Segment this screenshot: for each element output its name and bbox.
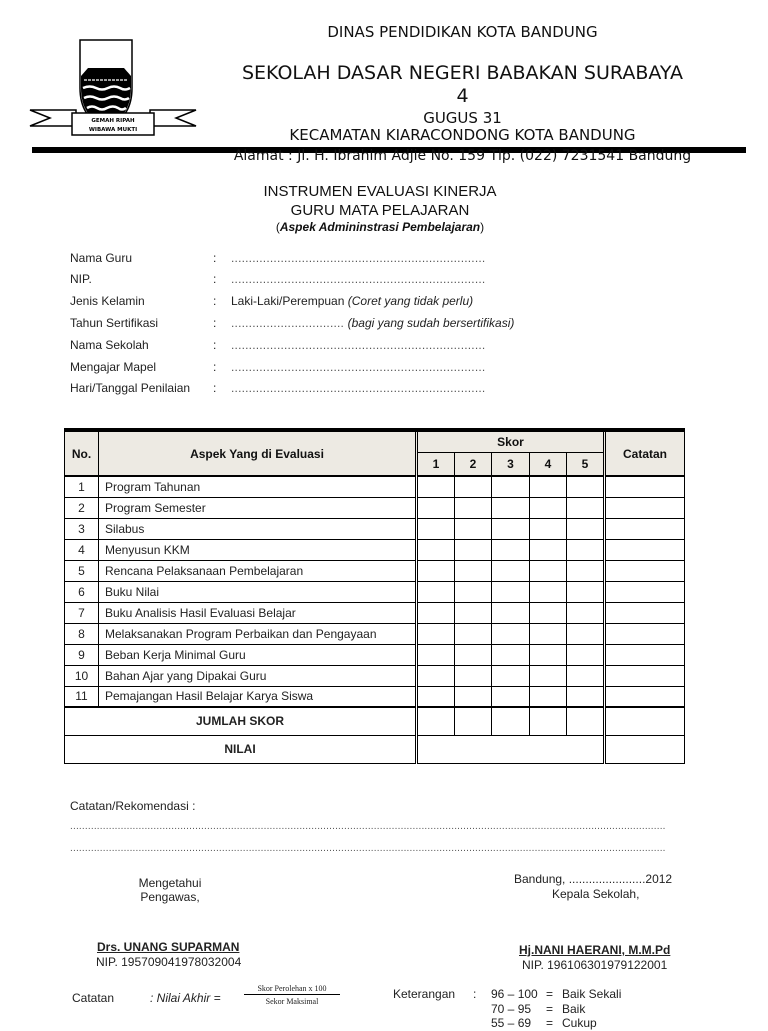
score-cell[interactable]	[417, 560, 455, 581]
formula-fraction	[244, 984, 340, 1006]
field-label: Mengajar Mapel	[70, 360, 157, 374]
field-value[interactable]: Laki-Laki/Perempuan (Coret yang tidak perlu)	[231, 294, 474, 308]
field-label: Hari/Tanggal Penilaian	[70, 381, 191, 395]
score-cell[interactable]	[455, 581, 492, 602]
notes-cell[interactable]	[605, 735, 685, 763]
evaluation-table	[64, 428, 685, 764]
score-cell[interactable]	[567, 665, 605, 686]
score-cell[interactable]	[492, 602, 530, 623]
table-row: 8 Melaksanakan Program Perbaikan dan Pengayaan	[65, 623, 685, 644]
header-aspect: Aspek Yang di Evaluasi	[99, 430, 417, 476]
principal-name: Hj.NANI HAERANI, M.M.Pd	[519, 943, 671, 957]
supervisor-name: Drs. UNANG SUPARMAN	[97, 940, 240, 954]
school-address: Alamat : Jl. H. Ibrahim Adjie No. 159 Tlp. (022) 7231541 Bandung	[233, 148, 692, 164]
score-cell[interactable]	[455, 518, 492, 539]
table-row: 3 Silabus	[65, 518, 685, 539]
score-cell[interactable]	[567, 497, 605, 518]
notes-cell[interactable]	[605, 581, 685, 602]
score-cell[interactable]	[567, 644, 605, 665]
notes-cell[interactable]	[605, 665, 685, 686]
grade-row	[65, 735, 685, 763]
score-cell[interactable]	[417, 497, 455, 518]
score-cell[interactable]	[492, 518, 530, 539]
total-score-label: JUMLAH SKOR	[65, 707, 417, 735]
score-cell[interactable]	[455, 539, 492, 560]
score-cell[interactable]	[455, 602, 492, 623]
document-title-line2: GURU MATA PELAJARAN	[290, 202, 470, 219]
field-blank[interactable]: ........................................................................	[231, 381, 486, 395]
score-cell[interactable]	[530, 560, 567, 581]
total-score-cell[interactable]	[417, 707, 455, 735]
header-score-5: 5	[567, 452, 605, 476]
supervisor-nip: NIP. 195709041978032004	[96, 955, 242, 969]
score-cell[interactable]	[567, 539, 605, 560]
score-cell[interactable]	[492, 686, 530, 707]
legend-item: 55 – 69 = Cukup	[491, 1016, 597, 1030]
score-cell[interactable]	[417, 665, 455, 686]
score-cell[interactable]	[417, 518, 455, 539]
score-cell[interactable]	[455, 686, 492, 707]
notes-cell[interactable]	[605, 623, 685, 644]
notes-cell[interactable]	[605, 560, 685, 581]
header-score-1: 1	[417, 452, 455, 476]
document-title-line1: INSTRUMEN EVALUASI KINERJA	[263, 183, 497, 200]
field-label: NIP.	[70, 272, 92, 286]
school-name: SEKOLAH DASAR NEGERI BABAKAN SURABAYA	[241, 62, 684, 84]
field-blank[interactable]: ........................................................................	[231, 251, 486, 265]
notes-cell[interactable]	[605, 476, 685, 497]
field-label: Tahun Sertifikasi	[70, 316, 159, 330]
recommendation-line-1[interactable]: ........................................................................................................................................................................................................	[70, 821, 666, 832]
table-row: 5 Rencana Pelaksanaan Pembelajaran	[65, 560, 685, 581]
field-label: Nama Guru	[70, 251, 133, 265]
score-cell[interactable]	[455, 665, 492, 686]
table-row: 11 Pemajangan Hasil Belajar Karya Siswa	[65, 686, 685, 707]
notes-cell[interactable]	[605, 686, 685, 707]
score-cell[interactable]	[417, 581, 455, 602]
legend-item: 70 – 95 = Baik	[491, 1001, 586, 1016]
table-row: 9 Beban Kerja Minimal Guru	[65, 644, 685, 665]
score-cell[interactable]	[567, 623, 605, 644]
notes-cell[interactable]	[605, 497, 685, 518]
score-cell[interactable]	[492, 581, 530, 602]
agency-name: DINAS PENDIDIKAN KOTA BANDUNG	[327, 23, 598, 41]
total-score-cell[interactable]	[455, 707, 492, 735]
score-cell[interactable]	[567, 476, 605, 497]
table-row: 1 Program Tahunan	[65, 476, 685, 497]
supervisor-acknowledgement: Mengetahui	[138, 876, 202, 890]
recommendation-label: Catatan/Rekomendasi :	[70, 799, 196, 813]
score-cell[interactable]	[492, 497, 530, 518]
score-cell[interactable]	[567, 560, 605, 581]
score-cell[interactable]	[455, 560, 492, 581]
score-cell[interactable]	[530, 602, 567, 623]
city-crest-logo	[28, 38, 198, 138]
score-cell[interactable]	[417, 602, 455, 623]
footer-note-label: Catatan	[72, 991, 115, 1005]
notes-cell[interactable]	[605, 644, 685, 665]
legend-label: Keterangan	[393, 987, 456, 1001]
header-score: Skor	[417, 430, 605, 452]
score-cell[interactable]	[567, 518, 605, 539]
score-cell[interactable]	[492, 665, 530, 686]
field-label: Jenis Kelamin	[70, 294, 145, 308]
score-cell[interactable]	[417, 539, 455, 560]
total-score-cell[interactable]	[567, 707, 605, 735]
field-blank[interactable]: ........................................................................	[231, 360, 486, 374]
field-blank[interactable]: ........................................................................	[231, 338, 486, 352]
total-score-cell[interactable]	[530, 707, 567, 735]
table-row: 7 Buku Analisis Hasil Evaluasi Belajar	[65, 602, 685, 623]
svg-text:GEMAH RIPAH: GEMAH RIPAH	[91, 118, 135, 124]
score-cell[interactable]	[455, 497, 492, 518]
score-cell[interactable]	[530, 539, 567, 560]
principal-nip: NIP. 196106301979122001	[522, 958, 668, 972]
header-score-3: 3	[492, 452, 530, 476]
place-date[interactable]: Bandung, .......................2012	[514, 872, 673, 886]
school-name-number: 4	[456, 85, 469, 107]
table-row: 4 Menyusun KKM	[65, 539, 685, 560]
score-cell[interactable]	[417, 623, 455, 644]
score-cell[interactable]	[417, 644, 455, 665]
legend-item: 96 – 100 = Baik Sekali	[491, 987, 622, 1001]
header-notes: Catatan	[605, 430, 685, 476]
document-subtitle: (Aspek Admininstrasi Pembelajaran)	[275, 220, 485, 234]
supervisor-title: Pengawas,	[140, 890, 200, 904]
score-cell[interactable]	[492, 560, 530, 581]
header-no: No.	[65, 430, 99, 476]
score-cell[interactable]	[455, 476, 492, 497]
principal-title: Kepala Sekolah,	[552, 887, 640, 901]
total-score-row	[65, 707, 685, 735]
table-row: 10 Bahan Ajar yang Dipakai Guru	[65, 665, 685, 686]
recommendation-line-2[interactable]: ........................................................................................................................................................................................................	[70, 843, 666, 854]
score-cell[interactable]	[417, 686, 455, 707]
score-cell[interactable]	[530, 623, 567, 644]
header-score-2: 2	[455, 452, 492, 476]
score-cell[interactable]	[530, 497, 567, 518]
score-cell[interactable]	[530, 476, 567, 497]
formula-label: : Nilai Akhir =	[150, 991, 221, 1005]
table-row: 2 Program Semester	[65, 497, 685, 518]
formula-numerator: Skor Perolehan x 100	[244, 984, 340, 995]
field-blank[interactable]: ........................................................................	[231, 272, 486, 286]
score-cell[interactable]	[492, 539, 530, 560]
score-cell[interactable]	[530, 665, 567, 686]
notes-cell[interactable]	[605, 707, 685, 735]
field-value[interactable]: ................................ (bagi yang sudah bersertifikasi)	[231, 316, 515, 330]
header-score-4: 4	[530, 452, 567, 476]
notes-cell[interactable]	[605, 539, 685, 560]
svg-text:WIBAWA MUKTI: WIBAWA MUKTI	[88, 127, 138, 133]
score-cell[interactable]	[567, 686, 605, 707]
score-cell[interactable]	[455, 623, 492, 644]
score-cell[interactable]	[417, 476, 455, 497]
score-cell[interactable]	[492, 623, 530, 644]
notes-cell[interactable]	[605, 602, 685, 623]
score-cell[interactable]	[530, 686, 567, 707]
cluster-name: GUGUS 31	[423, 109, 502, 127]
score-cell[interactable]	[567, 581, 605, 602]
formula-denominator: Sekor Maksimal	[265, 997, 319, 1006]
score-cell[interactable]	[530, 581, 567, 602]
grade-cell[interactable]	[417, 735, 605, 763]
score-cell[interactable]	[567, 602, 605, 623]
score-cell[interactable]	[455, 644, 492, 665]
score-cell[interactable]	[530, 644, 567, 665]
score-cell[interactable]	[530, 518, 567, 539]
field-label: Nama Sekolah	[70, 338, 149, 352]
table-row: 6 Buku Nilai	[65, 581, 685, 602]
score-cell[interactable]	[492, 644, 530, 665]
district-name: KECAMATAN KIARACONDONG KOTA BANDUNG	[289, 126, 636, 144]
score-cell[interactable]	[492, 476, 530, 497]
total-score-cell[interactable]	[492, 707, 530, 735]
notes-cell[interactable]	[605, 518, 685, 539]
grade-label: NILAI	[65, 735, 417, 763]
